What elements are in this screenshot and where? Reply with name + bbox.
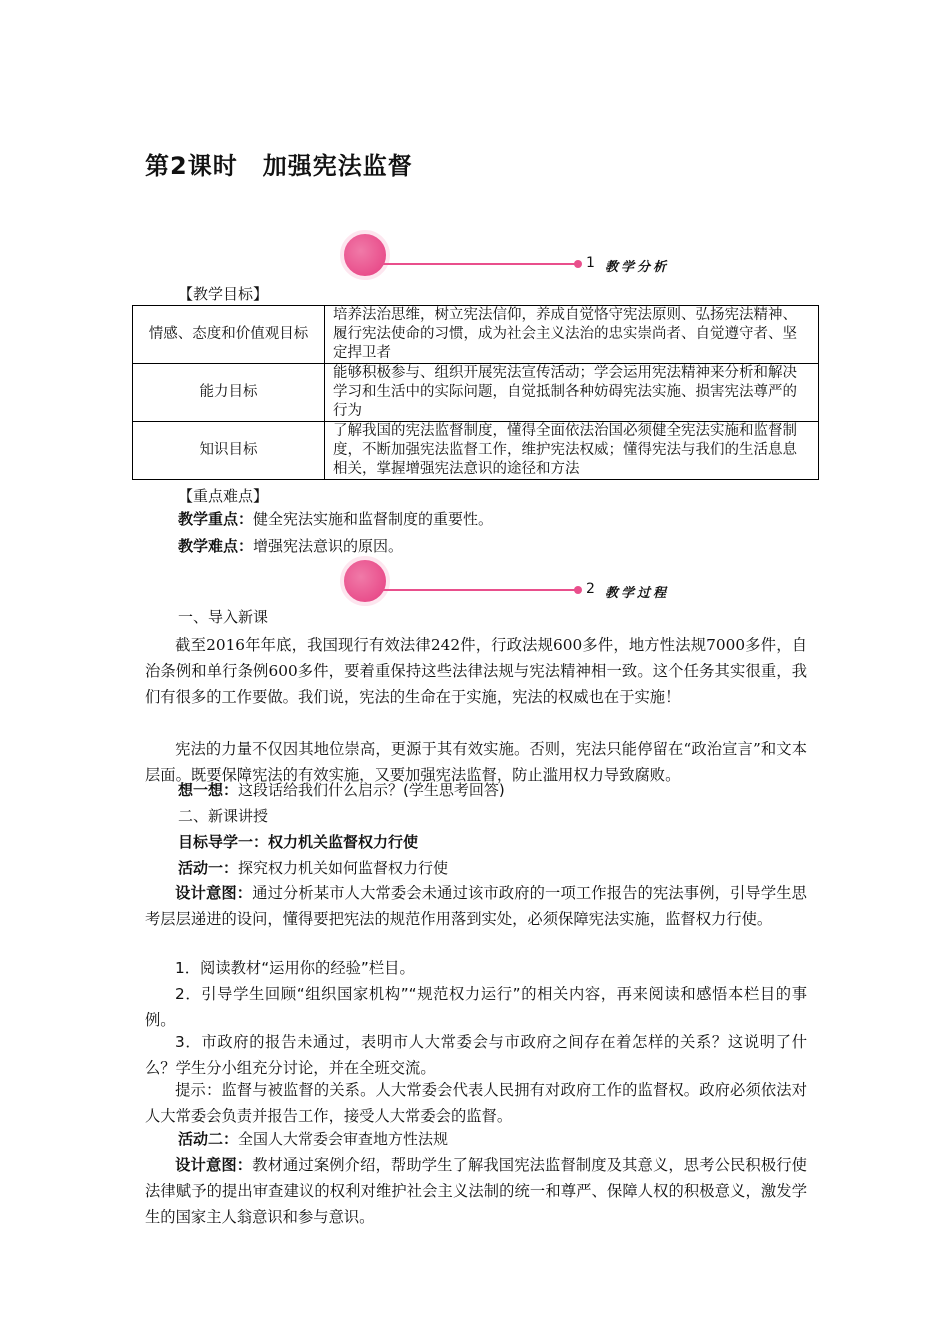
goal-label: 知识目标 <box>133 422 325 480</box>
page-title: 第2课时 加强宪法监督 <box>145 152 413 180</box>
key-point <box>178 506 493 533</box>
part2-heading: 二、新课讲授 <box>178 807 269 825</box>
key-heading: 【重点难点】 <box>178 487 269 505</box>
goal-label: 情感、态度和价值观目标 <box>133 306 325 364</box>
table-row <box>133 306 819 364</box>
think-label: 想一想： <box>178 781 239 799</box>
activity1-label: 活动一： <box>178 859 239 877</box>
step2-text: 2．引导学生回顾“组织国家机构”“规范权力运行”的相关内容，再来阅读和感悟本栏目的事例。 <box>145 985 807 1029</box>
section-label: 教学过程 <box>605 586 670 601</box>
banner-dot-icon <box>574 260 582 268</box>
section-banner-process <box>340 554 670 604</box>
difficulty-text: 增强宪法意识的原因。 <box>253 537 404 555</box>
step1-text: 1．阅读教材“运用你的经验”栏目。 <box>175 959 415 977</box>
banner-circle-icon <box>340 230 390 280</box>
banner-circle-icon <box>340 556 390 606</box>
activity1-line <box>178 855 448 882</box>
think-text: 这段话给我们什么启示？(学生思考回答) <box>238 781 505 799</box>
think-line <box>178 777 505 804</box>
section-label: 教学分析 <box>605 260 670 275</box>
design1-label: 设计意图： <box>175 884 253 902</box>
design1-paragraph <box>145 880 807 932</box>
hint-paragraph <box>145 1077 807 1129</box>
banner-line <box>380 263 576 265</box>
design2-text: 教材通过案例介绍，帮助学生了解我国宪法监督制度及其意义，思考公民积极行使法律赋予的提出审查建议的权利对维护社会主义法制的统一和尊严、保障人权的积极意义，激发学生的国家主人翁意识和参与意识。 <box>145 1156 807 1226</box>
step1-paragraph <box>145 955 807 981</box>
design1-text: 通过分析某市人大常委会未通过该市政府的一项工作报告的宪法事例，引导学生思考层层递进的设问，懂得要把宪法的规范作用落到实处，必须保障宪法实施，监督权力行使。 <box>145 884 807 928</box>
section-banner-analysis <box>340 228 670 278</box>
part1-heading: 一、导入新课 <box>178 608 269 626</box>
goals-heading: 【教学目标】 <box>178 285 269 303</box>
table-row <box>133 364 819 422</box>
key-point-label: 教学重点： <box>178 510 254 528</box>
goal-label: 能力目标 <box>133 364 325 422</box>
step2-paragraph <box>145 981 807 1033</box>
difficulty-label: 教学难点： <box>178 537 254 555</box>
goal1-heading: 目标导学一：权力机关监督权力行使 <box>178 833 419 851</box>
intro-text-1: 截至2016年年底，我国现行有效法律242件，行政法规600多件，地方性法规7000多件，自治条例和单行条例600多件，要着重保持这些法律法规与宪法精神相一致。这个任务其实很重，我们有很多的工作要做。我们说，宪法的生命在于实施，宪法的权威也在于实施！ <box>145 636 807 706</box>
goal-text: 能够积极参与、组织开展宪法宣传活动；学会运用宪法精神来分析和解决学习和生活中的实际问题，自觉抵制各种妨碍宪法实施、损害宪法尊严的行为 <box>325 364 819 422</box>
design2-label: 设计意图： <box>175 1156 253 1174</box>
table-row <box>133 422 819 480</box>
design2-paragraph <box>145 1152 807 1230</box>
banner-dot-icon <box>574 586 582 594</box>
section-number: 1 <box>586 255 595 271</box>
activity2-text: 全国人大常委会审查地方性法规 <box>238 1130 449 1148</box>
goal-text: 了解我国的宪法监督制度，懂得全面依法治国必须健全宪法实施和监督制度，不断加强宪法监督工作，维护宪法权威；懂得宪法与我们的生活息息相关，掌握增强宪法意识的途径和方法 <box>325 422 819 480</box>
activity2-label: 活动二： <box>178 1130 239 1148</box>
goal-text: 培养法治思维，树立宪法信仰，养成自觉恪守宪法原则、弘扬宪法精神、履行宪法使命的习惯，成为社会主义法治的忠实崇尚者、自觉遵守者、坚定捍卫者 <box>325 306 819 364</box>
goals-table <box>132 305 819 480</box>
section-number: 2 <box>586 581 595 597</box>
hint-text: 提示：监督与被监督的关系。人大常委会代表人民拥有对政府工作的监督权。政府必须依法对人大常委会负责并报告工作，接受人大常委会的监督。 <box>145 1081 807 1125</box>
intro-text-2: 宪法的力量不仅因其地位崇高，更源于其有效实施。否则，宪法只能停留在“政治宣言”和文本层面。既要保障宪法的有效实施，又要加强宪法监督，防止滥用权力导致腐败。 <box>145 740 807 784</box>
step3-text: 3．市政府的报告未通过，表明市人大常委会与市政府之间存在着怎样的关系？这说明了什么？学生分小组充分讨论，并在全班交流。 <box>145 1033 807 1077</box>
key-point-text: 健全宪法实施和监督制度的重要性。 <box>253 510 494 528</box>
intro-paragraph-1 <box>145 632 807 710</box>
step3-paragraph <box>145 1029 807 1081</box>
activity2-line <box>178 1126 448 1153</box>
activity1-text: 探究权力机关如何监督权力行使 <box>238 859 449 877</box>
banner-line <box>380 589 576 591</box>
